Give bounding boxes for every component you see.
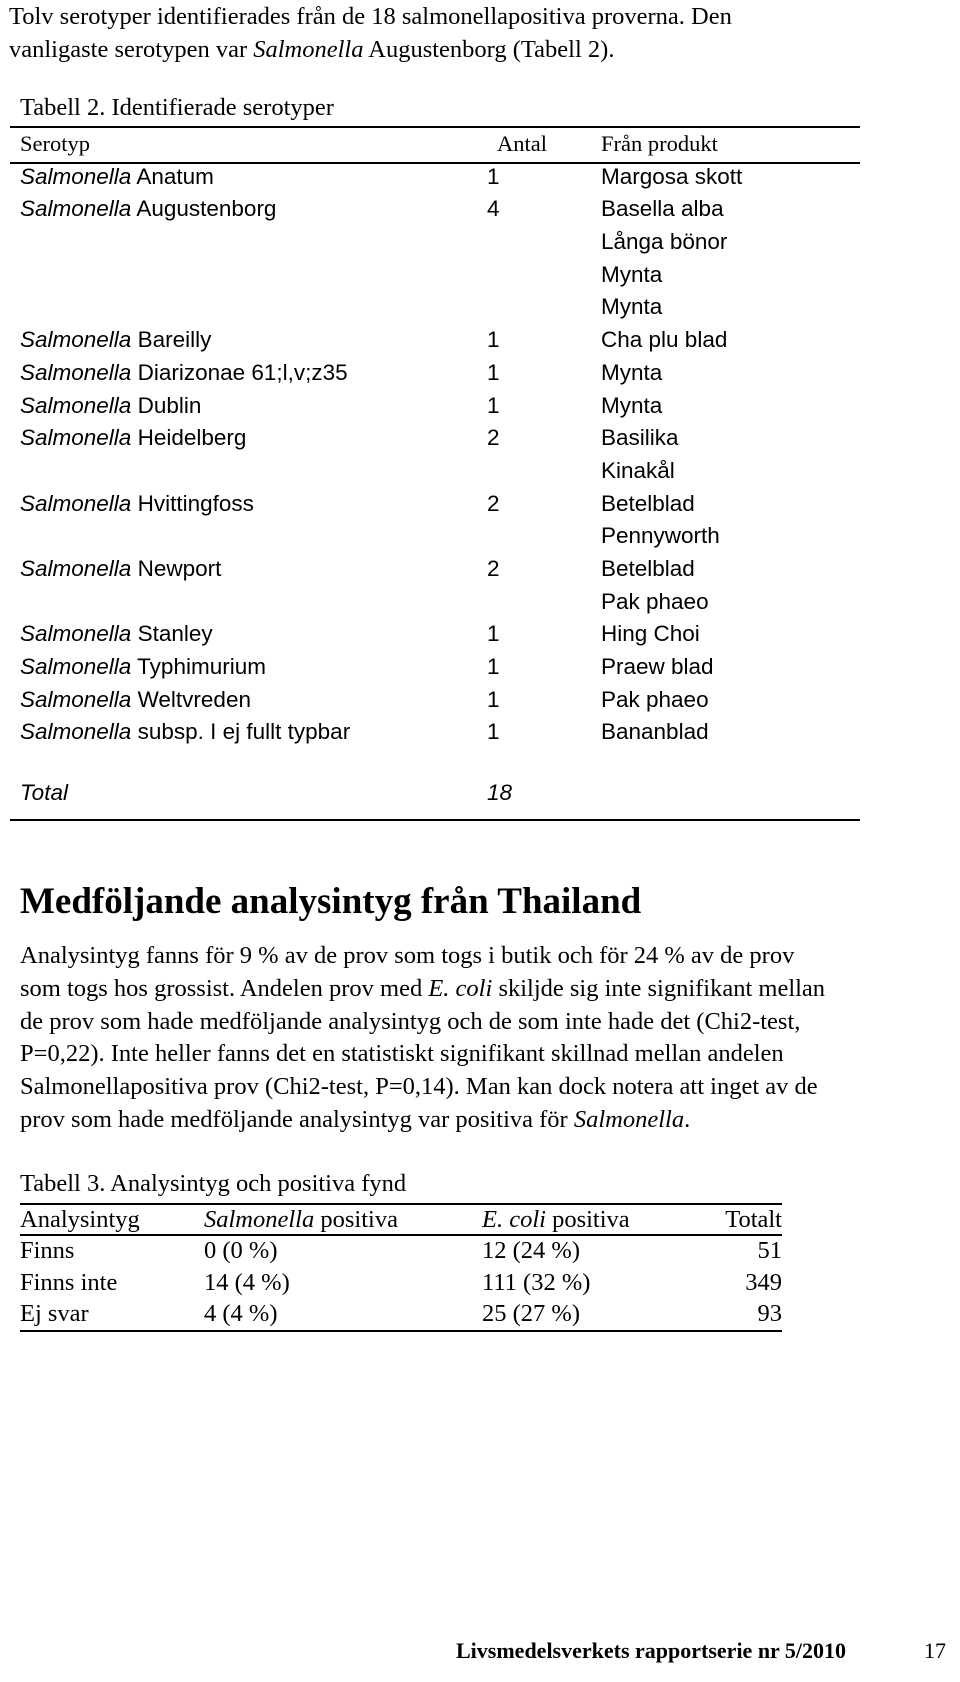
para-line-3: de prov som hade medföljande analysintyg och de som inte hade det (Chi2-test,: [20, 1007, 801, 1035]
table2-serotype-name: Augustenborg: [131, 196, 277, 222]
table2-row: [10, 618, 860, 651]
para-text: skiljde sig inte signifikant mellan: [492, 974, 826, 1002]
intro-line-1: Tolv serotyper identifierades från de 18 salmonellapositiva proverna. Den: [9, 3, 732, 30]
table2-total-label: [20, 777, 68, 810]
table2-total-value: [487, 777, 512, 810]
table3-cell-total: 51: [757, 1237, 782, 1265]
intro-text: vanligaste serotypen var: [9, 36, 254, 63]
table2-row: [10, 390, 860, 423]
table3-header-salmonella-genus: Salmonella: [204, 1206, 315, 1233]
table2-row: [10, 161, 860, 194]
table3-caption: Tabell 3. Analysintyg och positiva fynd: [20, 1170, 407, 1197]
table3-header-ecoli-species: E. coli: [482, 1206, 546, 1233]
table2-cell-product: Mynta: [601, 392, 663, 418]
table2-genus: Salmonella: [20, 621, 132, 647]
table2-genus: Salmonella: [20, 163, 132, 189]
para-text: .: [684, 1105, 691, 1133]
table2-row: [10, 488, 860, 521]
table2-cell-count: 4: [487, 196, 500, 222]
table3-cell-total: 349: [745, 1268, 782, 1296]
table2-genus: Salmonella: [20, 490, 132, 516]
table2-row: [10, 226, 860, 259]
para-line-6: [20, 1104, 950, 1137]
table3-bottom-rule: [20, 1330, 782, 1332]
table2-serotype-name: Weltvreden: [131, 686, 251, 712]
table2-cell-serotype: [20, 488, 254, 521]
table2-header-serotyp: Serotyp: [20, 131, 90, 156]
table2-cell-count: 1: [487, 392, 500, 418]
table2-cell-serotype: [20, 553, 221, 586]
section-paragraph: [20, 940, 950, 1137]
table3-header-analysintyg: Analysintyg: [20, 1206, 140, 1233]
table2-cell-serotype: [20, 684, 251, 717]
para-ecoli: E. coli: [428, 974, 493, 1002]
table3-cell-label: Finns inte: [20, 1268, 118, 1296]
table2-body: [10, 161, 860, 749]
table2-cell-product: Kinakål: [601, 457, 675, 483]
table2-cell-serotype: [20, 357, 348, 390]
table2-cell-serotype: [20, 716, 350, 749]
table3-cell-salmonella: 14 (4 %): [204, 1268, 290, 1296]
table3: [20, 1204, 782, 1330]
table2-serotype-name: Newport: [131, 555, 222, 581]
table2-header-antal: Antal: [497, 131, 547, 156]
table2-row: [10, 684, 860, 717]
table2-cell-count: 1: [487, 621, 500, 647]
table2-genus: Salmonella: [20, 719, 132, 745]
table2-cell-product: Betelblad: [601, 490, 695, 516]
para-genus: Salmonella: [573, 1105, 685, 1133]
table3-cell-label: Ej svar: [20, 1300, 89, 1328]
table3-header-salmonella-text: positiva: [314, 1206, 398, 1233]
table2-cell-product: Praew blad: [601, 654, 714, 679]
table2-cell-count: 1: [487, 163, 500, 189]
table2-serotype-name: Hvittingfoss: [131, 490, 254, 516]
table2-cell-serotype: [20, 390, 201, 423]
table2-total-value-text: 18: [487, 780, 513, 806]
intro-paragraph: [9, 0, 732, 66]
footer-series: Livsmedelsverkets rapportserie nr 5/2010: [456, 1638, 847, 1663]
table3-row: [20, 1298, 782, 1329]
table2-row: [10, 716, 860, 749]
table2-cell-count: 1: [487, 359, 500, 385]
table2-row: [10, 324, 860, 357]
table2-genus: Salmonella: [20, 392, 132, 418]
table3-cell-ecoli: 25 (27 %): [482, 1300, 580, 1328]
table2-serotype-name: Bareilly: [131, 327, 212, 353]
para-line-2: [20, 973, 950, 1006]
table2-header-rule: [10, 162, 860, 164]
table2-row: [10, 259, 860, 292]
table2-row: [10, 291, 860, 324]
table3-cell-label: Finns: [20, 1237, 75, 1265]
table2-header-row: [10, 128, 860, 161]
intro-genus: Salmonella: [253, 36, 364, 63]
table2-serotype-name: Stanley: [131, 621, 213, 647]
table3-header-rule: [20, 1234, 782, 1236]
table2-serotype-name: Typhimurium: [131, 654, 266, 679]
table3-body: [20, 1235, 782, 1329]
page-number: 17: [924, 1638, 946, 1663]
table2-total-label-text: Total: [20, 780, 68, 806]
table3-row: [20, 1235, 782, 1266]
table2-header-produkt: Från produkt: [601, 131, 718, 156]
table2-serotype-name: Anatum: [131, 163, 214, 189]
table2-row: [10, 586, 860, 619]
table2-cell-product: Cha plu blad: [601, 327, 728, 353]
table2-genus: Salmonella: [20, 555, 132, 581]
section-heading: Medföljande analysintyg från Thailand: [20, 881, 642, 922]
table2-cell-serotype: [20, 422, 246, 455]
intro-line-2: [9, 33, 732, 66]
table3-header-ecoli-text: positiva: [545, 1206, 630, 1233]
table3-cell-salmonella: 4 (4 %): [204, 1300, 278, 1328]
table2-cell-product: Mynta: [601, 261, 663, 287]
table2-cell-product: Långa bönor: [601, 229, 728, 255]
table2-genus: Salmonella: [20, 686, 132, 712]
table2-cell-product: Mynta: [601, 294, 663, 320]
table2-cell-product: Bananblad: [601, 719, 709, 745]
para-text: prov som hade medföljande analysintyg var positiva för: [20, 1105, 574, 1133]
table2-row: [10, 193, 860, 226]
table2-cell-count: 2: [487, 425, 500, 451]
table2-cell-serotype: [20, 324, 211, 357]
table2-genus: Salmonella: [20, 196, 132, 222]
table2-row: [10, 520, 860, 553]
para-text: som togs hos grossist. Andelen prov med: [20, 974, 429, 1002]
table2-cell-count: 1: [487, 654, 500, 679]
table2-cell-product: Betelblad: [601, 555, 695, 581]
table2-genus: Salmonella: [20, 654, 132, 679]
table3-header-ecoli: [482, 1204, 630, 1235]
table2-serotype-name: Diarizonae 61;l,v;z35: [131, 359, 348, 385]
table2-bottom-rule: [10, 819, 860, 821]
table2-cell-product: Pak phaeo: [601, 588, 709, 614]
table2-genus: Salmonella: [20, 359, 132, 385]
table2: [10, 128, 860, 810]
table2-cell-count: 1: [487, 327, 500, 353]
table2-serotype-name: Dublin: [131, 392, 202, 418]
table2-cell-serotype: [20, 161, 214, 194]
table2-row: [10, 651, 860, 684]
table2-cell-product: Basella alba: [601, 196, 724, 222]
table2-cell-serotype: [20, 651, 266, 684]
para-line-4: P=0,22). Inte heller fanns det en statistiskt signifikant skillnad mellan andelen: [20, 1040, 784, 1068]
table3-row: [20, 1267, 782, 1298]
table2-serotype-name: Heidelberg: [131, 425, 247, 451]
table2-caption: Tabell 2. Identifierade serotyper: [20, 94, 334, 121]
intro-text: Augustenborg (Tabell 2).: [363, 36, 615, 63]
table2-cell-count: 2: [487, 555, 500, 581]
table2-cell-product: Basilika: [601, 425, 679, 451]
table2-cell-product: Hing Choi: [601, 621, 700, 647]
table2-row: [10, 553, 860, 586]
table3-header-salmonella: [204, 1204, 398, 1235]
table2-serotype-name: subsp. I ej fullt typbar: [131, 719, 351, 745]
table3-cell-ecoli: 111 (32 %): [482, 1268, 591, 1296]
table2-cell-product: Margosa skott: [601, 163, 743, 189]
table3-header-row: [20, 1204, 782, 1235]
table2-cell-serotype: [20, 618, 213, 651]
table2-cell-count: 1: [487, 686, 500, 712]
table3-cell-salmonella: 0 (0 %): [204, 1237, 278, 1265]
table3-cell-ecoli: 12 (24 %): [482, 1237, 580, 1265]
table2-row: [10, 357, 860, 390]
table2-cell-product: Pak phaeo: [601, 686, 709, 712]
table2-cell-count: 1: [487, 719, 500, 745]
table2-cell-serotype: [20, 193, 276, 226]
table2-total-row: [10, 777, 860, 810]
table2-cell-product: Pennyworth: [601, 523, 720, 549]
table2-genus: Salmonella: [20, 425, 132, 451]
table2-cell-count: 2: [487, 490, 500, 516]
table3-cell-total: 93: [757, 1300, 782, 1328]
para-line-1: Analysintyg fanns för 9 % av de prov som togs i butik och för 24 % av de prov: [20, 942, 795, 969]
para-line-5: Salmonellapositiva prov (Chi2-test, P=0,14). Man kan dock notera att inget av de: [20, 1073, 818, 1101]
table2-genus: Salmonella: [20, 327, 132, 353]
table2-row: [10, 455, 860, 488]
table2-row: [10, 422, 860, 455]
table3-header-totalt: Totalt: [725, 1206, 782, 1233]
table2-cell-product: Mynta: [601, 359, 663, 385]
